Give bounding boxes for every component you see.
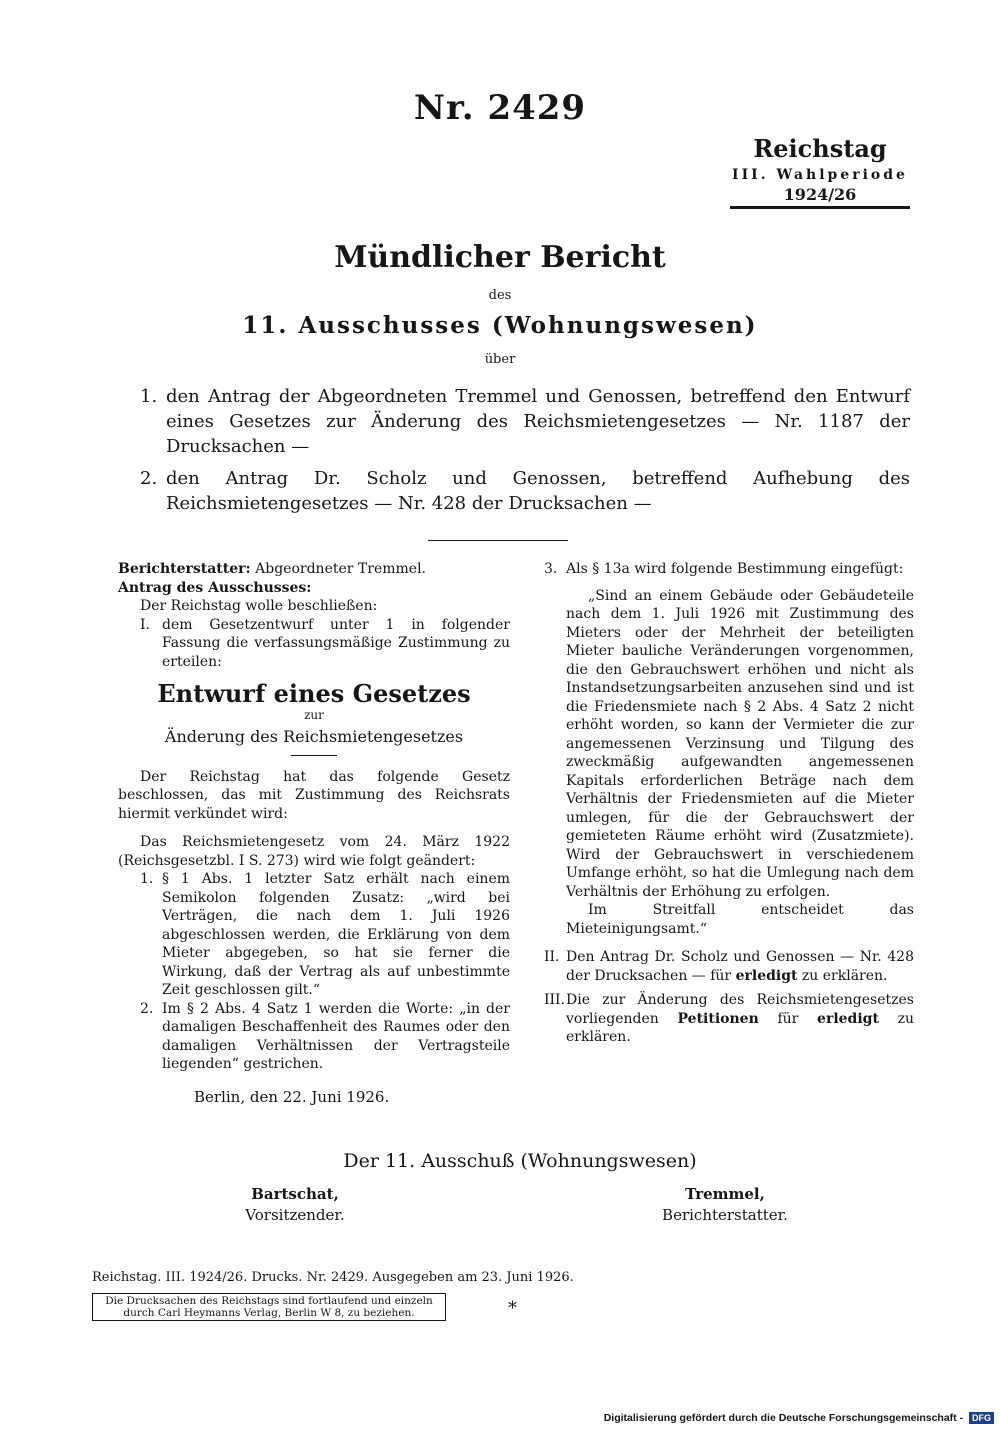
- document-number: Nr. 2429: [413, 88, 587, 128]
- draft-subject: Änderung des Reichsmietengesetzes: [164, 727, 464, 746]
- title-des: des: [488, 288, 512, 303]
- item-iii-text-mid: für: [777, 1010, 799, 1027]
- item-iii-text-end: zu erklären.: [566, 1010, 915, 1045]
- reporter-label: Berichterstatter:: [118, 561, 251, 577]
- reichstag-block: [730, 134, 910, 209]
- place-date: Berlin, den 22. Juni 1926.: [194, 1087, 390, 1106]
- amendment-number: 1.: [140, 871, 154, 887]
- committee-name: 11. Ausschusses (Wohnungswesen): [242, 312, 758, 339]
- motion-intro: Der Reichstag wolle beschließen:: [140, 598, 378, 614]
- motion-item-text: Als § 13a wird folgende Bestimmung eingefügt:: [566, 561, 904, 577]
- draft-divider: [291, 755, 337, 756]
- signature-chair: [210, 1184, 380, 1226]
- amendment-number: 2.: [140, 1000, 154, 1017]
- motion-item-number: II.: [544, 949, 560, 965]
- report-title: Mündlicher Bericht: [334, 240, 666, 275]
- dfg-attribution-text: Digitalisierung gefördert durch die Deutsche Forschungsgemeinschaft -: [603, 1412, 964, 1424]
- period-years: 1924/26: [730, 185, 910, 209]
- amendment-2: [140, 1000, 510, 1074]
- reichstag-label: Reichstag: [753, 134, 887, 163]
- motion-item-number: 3.: [544, 561, 558, 577]
- amendment-text: Im § 2 Abs. 4 Satz 1 werden die Worte: „in der damaligen Beschaffenheit des Raumes oder den damaligen Verhältnissen der Vertragsteile liegenden“ gestrichen.: [162, 1000, 510, 1072]
- reporter-signature-role: Berichterstatter.: [662, 1206, 788, 1224]
- amendment-text: § 1 Abs. 1 letzter Satz erhält nach einem Semikolon folgenden Zusatz: „wird bei Verträgen, die nach dem 1. Juli 1926 abgeschlossen werden, die Erklärung von dem Mieter abgegeben, so hat sie ferner die Wirkung, daß der Vertrag als auf unbestimmte Zeit geschlossen gilt.“: [162, 871, 510, 998]
- committee-signature-heading: Der 11. Ausschuß (Wohnungswesen): [343, 1150, 697, 1172]
- intro-item-number: 2.: [140, 468, 158, 489]
- intro-item-2: [140, 466, 910, 516]
- footer-asterisk: *: [508, 1298, 517, 1319]
- reporter-name: Abgeordneter Tremmel.: [255, 561, 426, 577]
- motion-heading: Antrag des Ausschusses:: [118, 579, 312, 596]
- wahlperiode-label: III. Wahlperiode: [732, 167, 908, 183]
- intro-item-text: den Antrag der Abgeordneten Tremmel und Genossen, betreffend den Entwurf eines Gesetzes zur Änderung des Reichsmietengesetzes — Nr. 1187 der Drucksachen —: [166, 386, 910, 457]
- signature-reporter: [640, 1184, 810, 1226]
- draft-zur: zur: [304, 707, 324, 722]
- motion-item-ii: [544, 948, 914, 985]
- intro-item-number: 1.: [140, 386, 158, 407]
- item-ii-text-end: zu erklären.: [801, 967, 888, 984]
- reporter-signature-name: Tremmel,: [685, 1185, 765, 1203]
- motion-item-text: dem Gesetzentwurf unter 1 in folgender Fassung die verfassungsmäßige Zustimmung zu erteilen:: [162, 616, 510, 670]
- draft-title: Entwurf eines Gesetzes: [157, 679, 471, 708]
- item-iii-emphasis-settled: erledigt: [817, 1010, 879, 1027]
- motion-item-text: [566, 948, 914, 985]
- right-column: [544, 560, 914, 1047]
- motion-item-text: [566, 991, 914, 1047]
- item-ii-emphasis: erledigt: [735, 967, 798, 984]
- motion-item-iii: [544, 991, 914, 1047]
- motion-item-i: [140, 616, 510, 672]
- distribution-notice: Die Drucksachen des Reichstags sind fortlaufend und einzeln durch Carl Heymanns Verlag, Berlin W 8, zu beziehen.: [92, 1293, 446, 1321]
- item-iii-text: Die zur Änderung des Reichsmietengesetzes vorliegenden: [566, 992, 914, 1027]
- quoted-paragraph-13a: „Sind an einem Gebäude oder Gebäudeteile nach dem 1. Juli 1926 mit Zustimmung des Mieters oder der Mehrheit der beteiligten Mieter bauliche Veränderungen vorgenommen, die den Gebrauchswert erhöhen und nicht als Instandsetzungsarbeiten anzusehen sind und ist die Friedensmiete nach § 2 Abs. 4 Satz 2 nicht erhöht worden, so kann der Vermieter die zur angemessenen Verzinsung und Tilgung des zweckmäßig aufgewandten angemessenen Kapitals erforderlichen Beträge nach dem Verhältnis der Friedensmieten auf die Mieter umlegen, für die der Gebrauchswert der gemieteten Räume erhöht wird (Zusatzmiete). Wird der Gebrauchswert in verschiedenem Umfange erhöht, so hat die Umlegung nach dem Verhältnis der Erhöhung zu erfolgen.: [566, 587, 914, 900]
- item-ii-text: Den Antrag Dr. Scholz und Genossen — Nr. 428 der Drucksachen — für: [566, 949, 914, 984]
- amendment-1: [140, 870, 510, 1000]
- law-preamble: Der Reichstag hat das folgende Gesetz beschlossen, das mit Zustimmung des Reichsrats hiermit verkündet wird:: [118, 768, 510, 822]
- chair-role: Vorsitzender.: [245, 1206, 345, 1224]
- item-iii-emphasis-petitions: Petitionen: [677, 1010, 759, 1027]
- section-divider: [428, 540, 568, 541]
- motion-item-number: III.: [544, 992, 566, 1008]
- dfg-logo: DFG: [969, 1412, 994, 1424]
- chair-name: Bartschat,: [251, 1185, 339, 1203]
- quoted-paragraph-dispute: Im Streitfall entscheidet das Mieteinigungsamt.“: [566, 902, 914, 937]
- intro-item-1: [140, 384, 910, 459]
- motion-item-3: [544, 560, 914, 579]
- title-ueber: über: [484, 352, 516, 367]
- motion-item-number: I.: [140, 616, 150, 633]
- dfg-attribution: [604, 1412, 994, 1424]
- intro-item-text: den Antrag Dr. Scholz und Genossen, betreffend Aufhebung des Reichsmietengesetzes — Nr. 428 der Drucksachen —: [166, 468, 910, 514]
- law-intro: Das Reichsmietengesetz vom 24. März 1922 (Reichsgesetzbl. I S. 273) wird wie folgt geändert:: [118, 834, 510, 869]
- left-column: [118, 560, 510, 1106]
- footer-imprint: Reichstag. III. 1924/26. Drucks. Nr. 2429. Ausgegeben am 23. Juni 1926.: [92, 1270, 574, 1285]
